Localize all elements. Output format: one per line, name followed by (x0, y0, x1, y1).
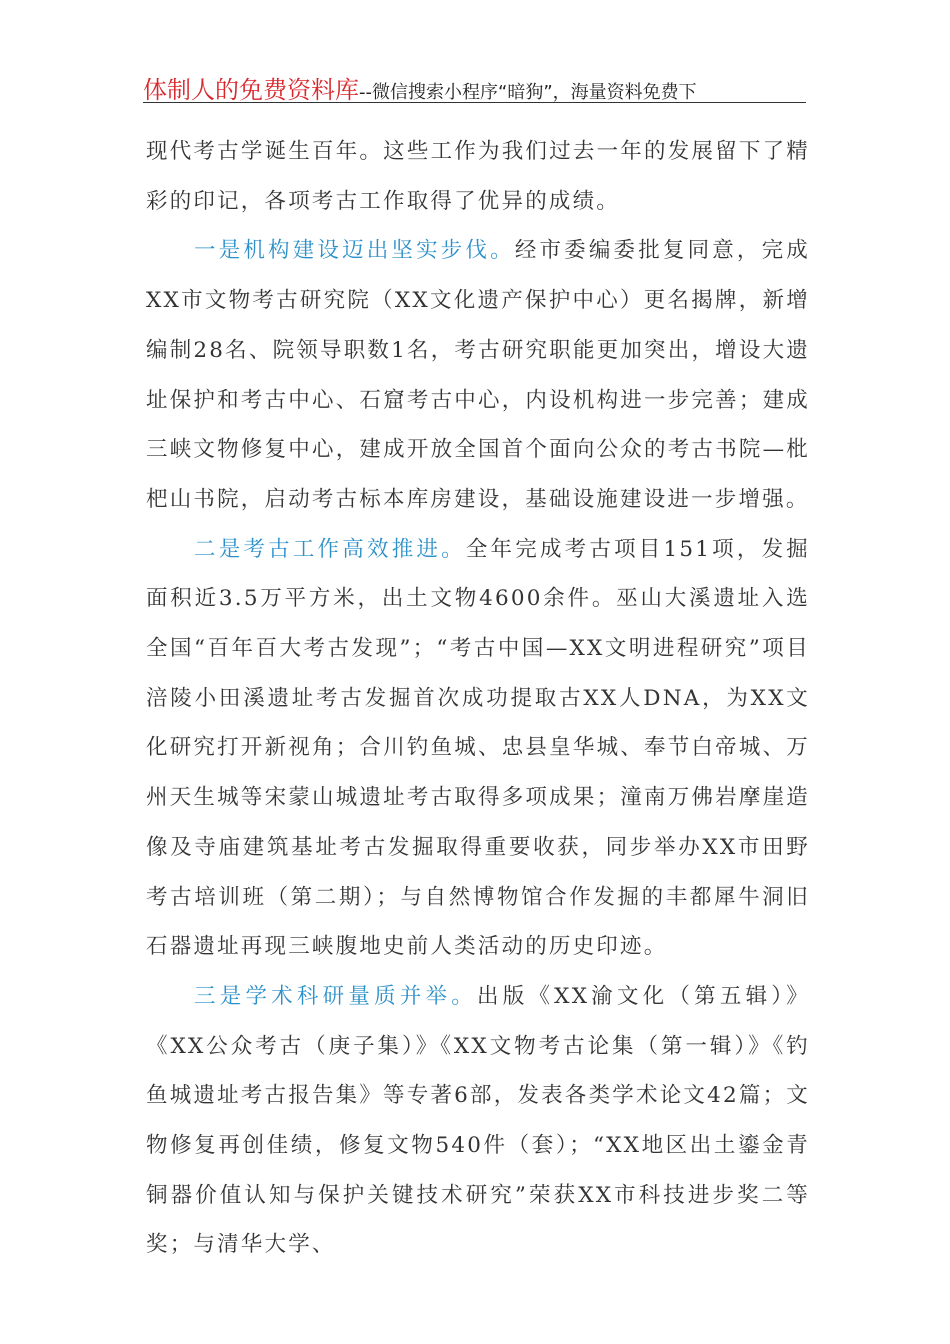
paragraph-lead: 三是学术科研量质并举。 (194, 983, 477, 1009)
paragraph-text: 出版《XX渝文化（第五辑）》《XX公众考古（庚子集）》《XX文物考古论集（第一辑）》《钓鱼城遗址考古报告集》等专著6部，发表各类学术论文42篇；文物修复再创佳绩，修复文物540件（套）；“XX地区出土鎏金青铜器价值认知与保护关键技术研究”荣获XX市科技进步奖二等奖；与清华大学、 (146, 983, 810, 1258)
paragraph-institution-building (146, 226, 810, 524)
document-body (146, 127, 810, 1270)
paragraph-academic-research (146, 972, 810, 1270)
header-brand: 体制人的免费资料库 (143, 76, 359, 104)
paragraph-lead: 一是机构建设迈出坚实步伐。 (194, 238, 515, 264)
header-divider (143, 102, 806, 103)
page-header (143, 70, 806, 104)
paragraph-archaeology-work (146, 525, 810, 972)
paragraph-lead: 二是考古工作高效推进。 (194, 536, 466, 562)
paragraph-text: 现代考古学诞生百年。这些工作为我们过去一年的发展留下了精彩的印记，各项考古工作取得了优异的成绩。 (146, 139, 810, 214)
paragraph-text: 经市委编委批复同意，完成XX市文物考古研究院（XX文化遗产保护中心）更名揭牌，新增编制28名、院领导职数1名，考古研究职能更加突出，增设大遗址保护和考古中心、石窟考古中心，内设机构进一步完善；建成三峡文物修复中心，建成开放全国首个面向公众的考古书院—枇杷山书院，启动考古标本库房建设，基础设施建设进一步增强。 (146, 238, 810, 512)
paragraph-text: 全年完成考古项目151项，发掘面积近3.5万平方米，出土文物4600余件。巫山大溪遗址入选全国“百年百大考古发现”；“考古中国—XX文明进程研究”项目涪陵小田溪遗址考古发掘首次成功提取古XX人DNA，为XX文化研究打开新视角；合川钓鱼城、忠县皇华城、奉节白帝城、万州天生城等宋蒙山城遗址考古取得多项成果；潼南万佛岩摩崖造像及寺庙建筑基址考古发掘取得重要收获，同步举办XX市田野考古培训班（第二期）；与自然博物馆合作发掘的丰都犀牛洞旧石器遗址再现三峡腹地史前人类活动的历史印迹。 (146, 536, 810, 960)
paragraph-continuation (146, 127, 810, 226)
header-tagline: --微信搜索小程序“暗狗”，海量资料免费下 (359, 82, 697, 103)
